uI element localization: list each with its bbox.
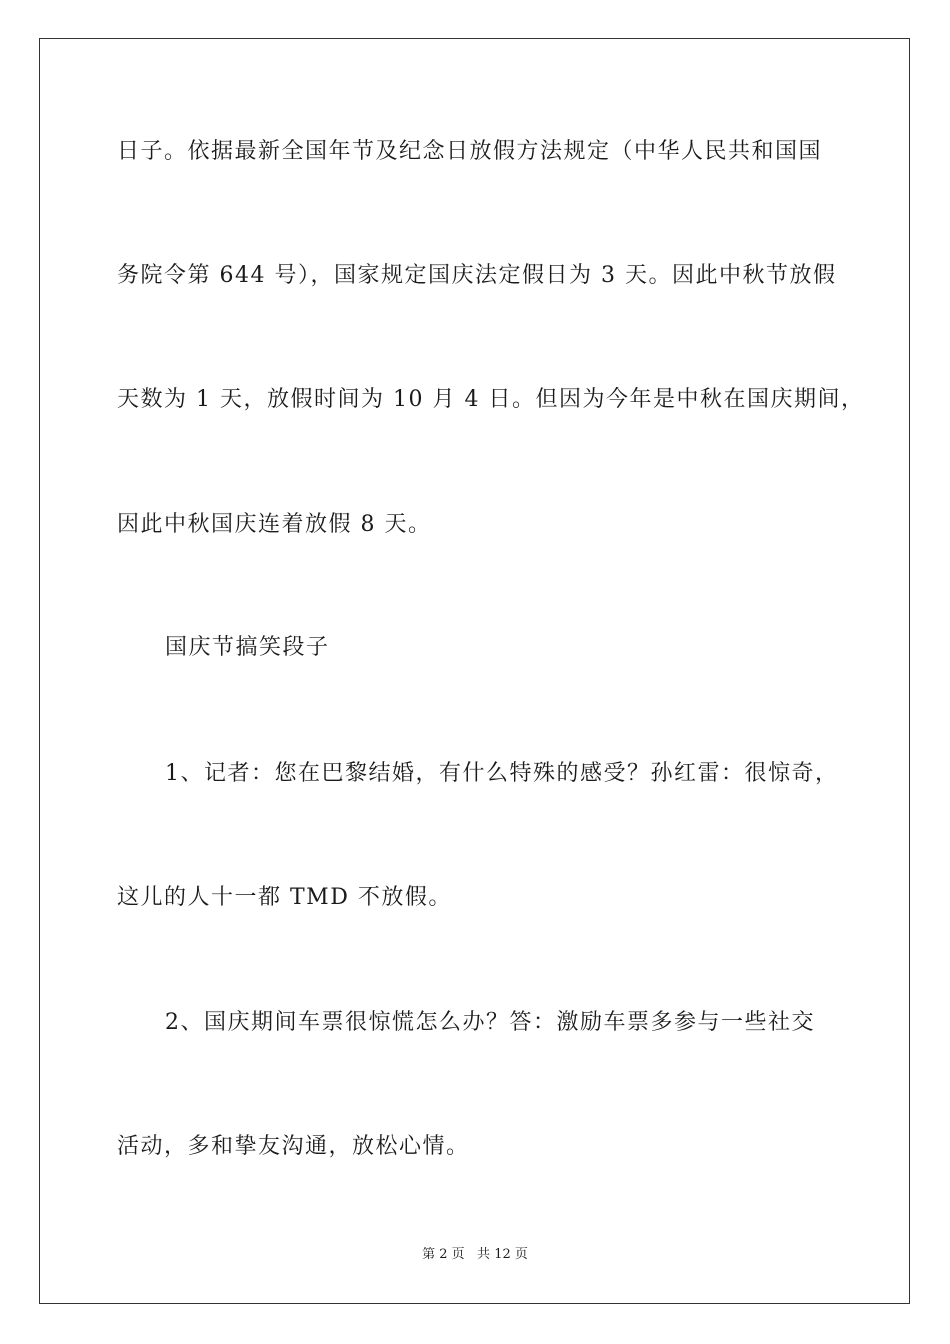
joke-2-line-1: 2、国庆期间车票很惊慌怎么办？答：激励车票多参与一些社交 bbox=[165, 1010, 815, 1035]
paragraph-line-4: 因此中秋国庆连着放假 8 天。 bbox=[117, 512, 432, 537]
joke-2-line-2: 活动，多和挚友沟通，放松心情。 bbox=[117, 1134, 470, 1159]
paragraph-line-2: 务院令第 644 号），国家规定国庆法定假日为 3 天。因此中秋节放假 bbox=[117, 263, 837, 288]
paragraph-line-1: 日子。依据最新全国年节及纪念日放假方法规定（中华人民共和国国 bbox=[117, 139, 823, 164]
joke-1-line-2: 这儿的人十一都 TMD 不放假。 bbox=[117, 885, 452, 910]
page-number-footer: 第 2 页 共 12 页 bbox=[422, 1247, 528, 1262]
page-border bbox=[39, 38, 910, 1304]
section-heading: 国庆节搞笑段子 bbox=[165, 635, 330, 660]
paragraph-line-3: 天数为 1 天，放假时间为 10 月 4 日。但因为今年是中秋在国庆期间， bbox=[117, 387, 865, 412]
joke-1-line-1: 1、记者：您在巴黎结婚，有什么特殊的感受？孙红雷：很惊奇， bbox=[165, 761, 839, 786]
